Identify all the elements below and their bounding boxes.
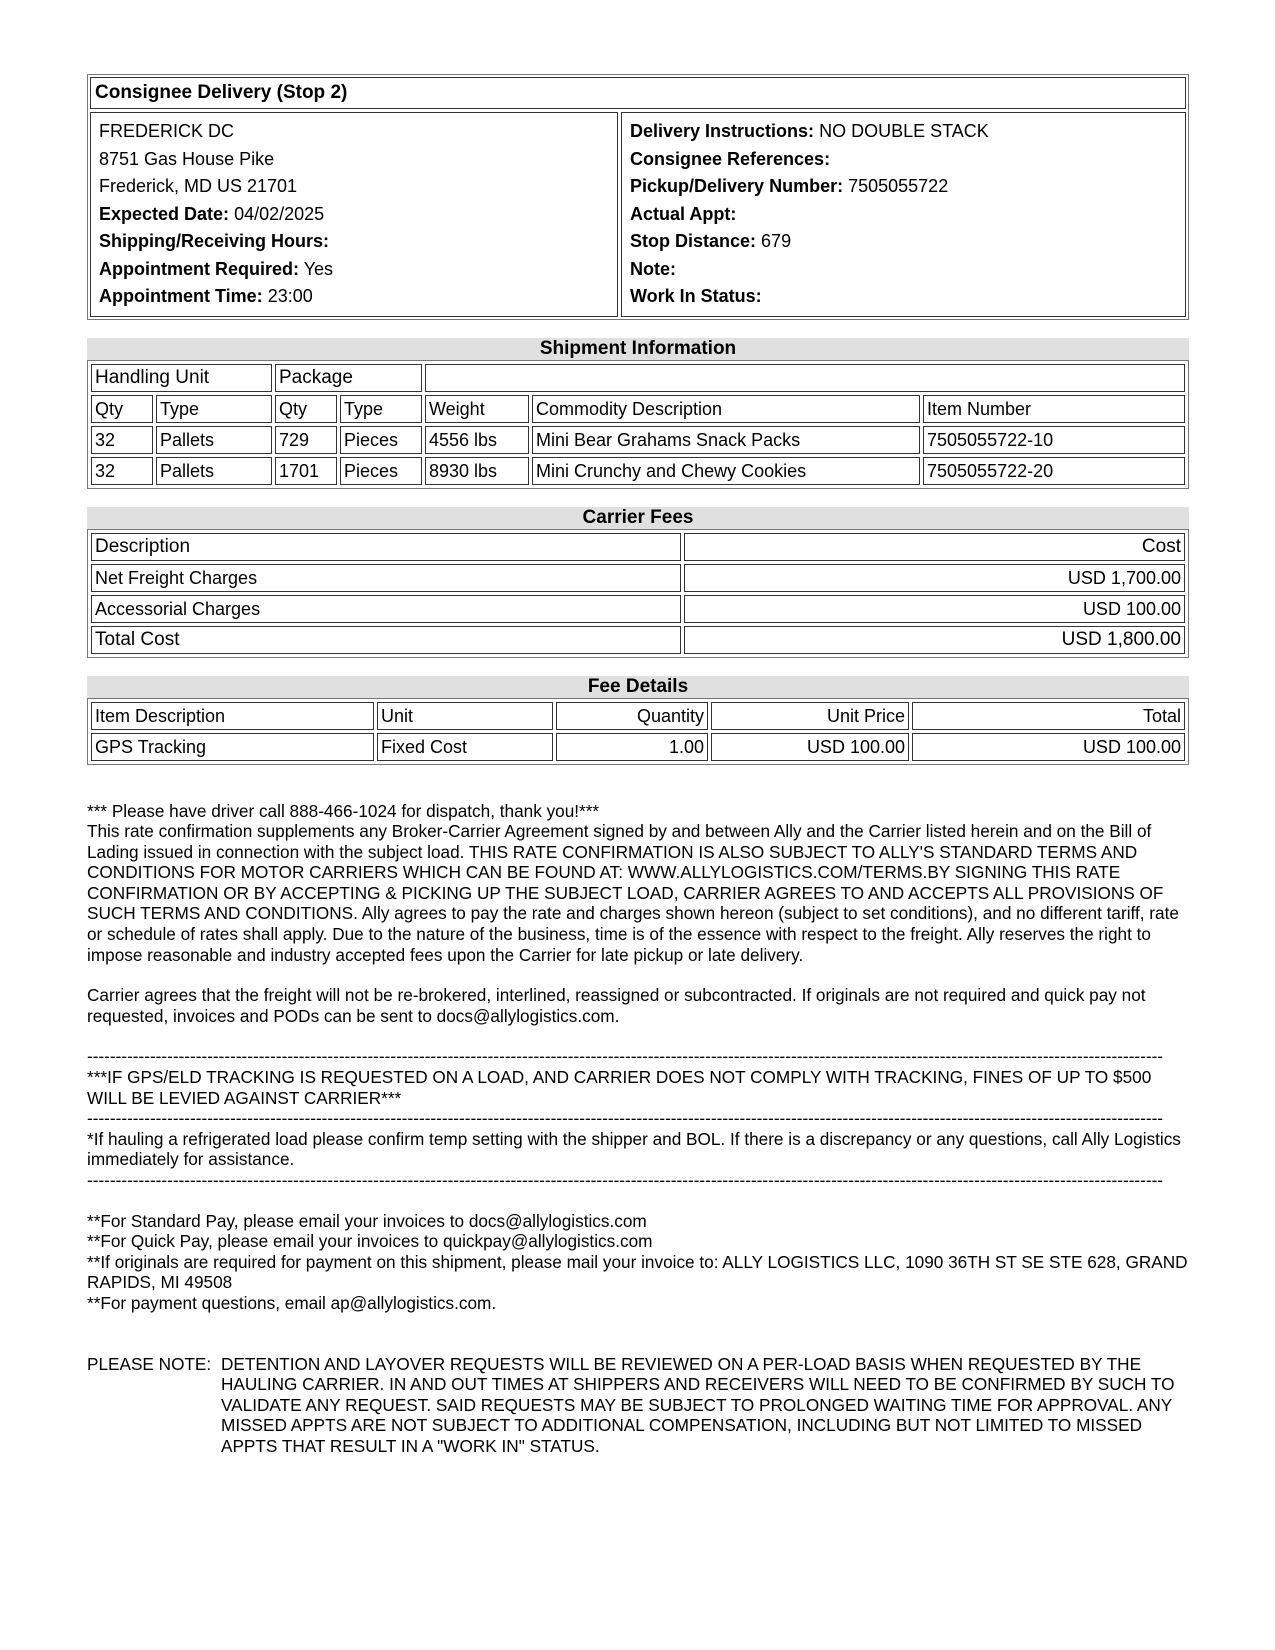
total-cost-label: Total Cost xyxy=(91,626,681,654)
column-header: Weight xyxy=(425,395,529,423)
field-label: Appointment Required: xyxy=(99,258,299,279)
field-label: Delivery Instructions: xyxy=(630,121,815,141)
fee-details-title: Fee Details xyxy=(87,676,1189,698)
dashed-divider: -------------------------------------------------------------------------------------------------------------------------------------------------------------------------------------------- xyxy=(87,1170,1164,1190)
total-cost-row xyxy=(91,626,1185,654)
carrier-fees-table xyxy=(87,529,1189,658)
field-label: Work In Status: xyxy=(630,286,762,306)
column-header: Item Description xyxy=(91,702,374,730)
note-field xyxy=(630,256,1177,284)
field-label: Note: xyxy=(630,258,676,279)
appointment-required-field xyxy=(99,256,609,284)
consignee-name: FREDERICK DC xyxy=(99,121,235,141)
field-value: 04/02/2025 xyxy=(234,203,325,224)
table-row xyxy=(91,457,1185,485)
unit-price-cell: USD 100.00 xyxy=(711,733,909,761)
field-label: Shipping/Receiving Hours: xyxy=(99,231,330,251)
field-value: 23:00 xyxy=(267,286,313,306)
delivery-instructions-field xyxy=(630,118,1177,146)
terms-notes xyxy=(87,801,1189,1457)
please-note-block xyxy=(87,1354,1189,1457)
shipment-information-title: Shipment Information xyxy=(87,338,1189,360)
weight-cell: 8930 lbs xyxy=(425,457,529,485)
stop-distance-field xyxy=(630,228,1177,256)
dashed-divider: -------------------------------------------------------------------------------------------------------------------------------------------------------------------------------------------- xyxy=(87,1108,1164,1129)
originals-note: **If originals are required for payment on this shipment, please mail your invoice to: ALLY LOGISTICS LLC, 1090 36TH ST SE STE 628, GRAND RAPIDS, MI 49508 xyxy=(87,1251,1188,1293)
unit-cell: Fixed Cost xyxy=(377,733,553,761)
carrier-fees-header-row xyxy=(91,533,1185,561)
total-cost-value: USD 1,800.00 xyxy=(684,626,1185,654)
handling-qty-cell: 32 xyxy=(91,457,153,485)
column-header: Qty xyxy=(91,395,153,423)
consignee-address-line2: Frederick, MD US 21701 xyxy=(99,176,298,196)
fee-description-cell: Net Freight Charges xyxy=(91,564,681,592)
handling-unit-header: Handling Unit xyxy=(91,364,272,392)
payment-questions-note: **For payment questions, email ap@allylogistics.com. xyxy=(87,1292,497,1313)
table-row xyxy=(91,733,1185,761)
field-value: 679 xyxy=(761,231,792,251)
total-cell: USD 100.00 xyxy=(912,733,1185,761)
field-value: Yes xyxy=(303,258,334,279)
commodity-cell: Mini Crunchy and Chewy Cookies xyxy=(532,457,920,485)
expected-date-field xyxy=(99,201,609,229)
shipping-receiving-hours-field xyxy=(99,228,609,256)
consignee-address-column xyxy=(90,112,618,317)
field-label: Stop Distance: xyxy=(630,231,757,251)
field-value: 7505055722 xyxy=(848,176,949,196)
column-header: Quantity xyxy=(556,702,708,730)
appointment-time-field xyxy=(99,283,609,311)
commodity-cell: Mini Bear Grahams Snack Packs xyxy=(532,426,920,454)
field-value: NO DOUBLE STACK xyxy=(819,121,989,141)
package-qty-cell: 729 xyxy=(275,426,337,454)
rebroker-paragraph: Carrier agrees that the freight will not be re-brokered, interlined, reassigned or subcontracted. If originals are not required and quick pay not requested, invoices and PODs can be sent to docs@allylogistics.com. xyxy=(87,985,1146,1026)
field-label: Consignee References: xyxy=(630,148,831,169)
column-header: Type xyxy=(156,395,272,423)
fee-cost-cell: USD 100.00 xyxy=(684,595,1185,623)
shipment-table xyxy=(87,360,1189,489)
reefer-note: *If hauling a refrigerated load please confirm temp setting with the shipper and BOL. If there is a discrepancy or any questions, call Ally Logistics immediately for assistance. xyxy=(87,1128,1181,1170)
field-label: Pickup/Delivery Number: xyxy=(630,176,844,196)
rate-confirmation-page xyxy=(87,74,1189,1457)
column-header: Qty xyxy=(275,395,337,423)
fee-details-table xyxy=(87,698,1189,765)
item-number-cell: 7505055722-10 xyxy=(923,426,1185,454)
fee-cost-cell: USD 1,700.00 xyxy=(684,564,1185,592)
dispatch-note: *** Please have driver call 888-466-1024 for dispatch, thank you!*** xyxy=(87,800,600,821)
package-type-cell: Pieces xyxy=(340,426,422,454)
work-in-status-field xyxy=(630,283,1177,311)
field-label: Expected Date: xyxy=(99,203,230,224)
cost-header: Cost xyxy=(684,533,1185,561)
handling-qty-cell: 32 xyxy=(91,426,153,454)
consignee-details-column xyxy=(621,112,1186,317)
table-row xyxy=(91,595,1185,623)
description-header: Description xyxy=(91,533,681,561)
field-label: Appointment Time: xyxy=(99,286,263,306)
pickup-delivery-number-field xyxy=(630,173,1177,201)
fee-details-header-row xyxy=(91,702,1185,730)
terms-paragraph: This rate confirmation supplements any Broker-Carrier Agreement signed by and between Ally and the Carrier listed herein and on the Bill of Lading issued in connection with the subject load. THIS RATE CONFIRMATION IS ALSO SUBJECT TO ALLY'S STANDARD TERMS AND CONDITIONS FOR MOTOR CARRIERS WHICH CAN BE FOUND AT: WWW.ALLYLOGISTICS.COM/TERMS.BY SIGNING THIS RATE CONFIRMATION OR BY ACCEPTING & PICKING UP THE SUBJECT LOAD, CARRIER AGREES TO AND ACCEPTS ALL PROVISIONS OF SUCH TERMS AND CONDITIONS. Ally agrees to pay the rate and charges shown hereon (subject to set conditions), and no different tariff, rate or schedule of rates shall apply. Due to the nature of the business, time is of the essence with respect to the freight. Ally reserves the right to impose reasonable and industry accepted fees upon the Carrier for late pickup or late delivery. xyxy=(87,821,1179,965)
consignee-title: Consignee Delivery (Stop 2) xyxy=(90,77,1186,109)
handling-type-cell: Pallets xyxy=(156,457,272,485)
item-description-cell: GPS Tracking xyxy=(91,733,374,761)
quick-pay-note: **For Quick Pay, please email your invoices to quickpay@allylogistics.com xyxy=(87,1231,653,1252)
consignee-references-field xyxy=(630,146,1177,174)
dashed-divider: -------------------------------------------------------------------------------------------------------------------------------------------------------------------------------------------- xyxy=(87,1046,1164,1067)
weight-cell: 4556 lbs xyxy=(425,426,529,454)
consignee-section xyxy=(87,74,1189,320)
blank-group-header xyxy=(425,364,1185,392)
column-header: Type xyxy=(340,395,422,423)
consignee-address-line1: 8751 Gas House Pike xyxy=(99,148,275,169)
column-header: Commodity Description xyxy=(532,395,920,423)
please-note-text: DETENTION AND LAYOVER REQUESTS WILL BE REVIEWED ON A PER-LOAD BASIS WHEN REQUESTED BY THE HAULING CARRIER. IN AND OUT TIMES AT SHIPPERS AND RECEIVERS WILL NEED TO BE CONFIRMED BY SUCH TO VALIDATE ANY REQUEST. SAID REQUESTS MAY BE SUBJECT TO PROLONGED WAITING TIME FOR APPROVAL. ANY MISSED APPTS ARE NOT SUBJECT TO ADDITIONAL COMPENSATION, INCLUDING BUT NOT LIMITED TO MISSED APPTS THAT RESULT IN A "WORK IN" STATUS. xyxy=(221,1353,1175,1456)
column-header: Total xyxy=(912,702,1185,730)
standard-pay-note: **For Standard Pay, please email your invoices to docs@allylogistics.com xyxy=(87,1210,647,1231)
quantity-cell: 1.00 xyxy=(556,733,708,761)
gps-fines-note: ***IF GPS/ELD TRACKING IS REQUESTED ON A LOAD, AND CARRIER DOES NOT COMPLY WITH TRACKING, FINES OF UP TO $500 WILL BE LEVIED AGAINST CARRIER*** xyxy=(87,1067,1152,1108)
carrier-fees-title: Carrier Fees xyxy=(87,507,1189,529)
table-row xyxy=(91,564,1185,592)
column-header: Unit Price xyxy=(711,702,909,730)
item-number-cell: 7505055722-20 xyxy=(923,457,1185,485)
table-row xyxy=(91,426,1185,454)
shipment-group-header-row xyxy=(91,364,1185,392)
fee-description-cell: Accessorial Charges xyxy=(91,595,681,623)
handling-type-cell: Pallets xyxy=(156,426,272,454)
package-type-cell: Pieces xyxy=(340,457,422,485)
column-header: Item Number xyxy=(923,395,1185,423)
field-label: Actual Appt: xyxy=(630,203,737,224)
package-header: Package xyxy=(275,364,422,392)
package-qty-cell: 1701 xyxy=(275,457,337,485)
actual-appt-field xyxy=(630,201,1177,229)
shipment-column-header-row xyxy=(91,395,1185,423)
please-note-label: PLEASE NOTE: xyxy=(87,1353,212,1374)
column-header: Unit xyxy=(377,702,553,730)
